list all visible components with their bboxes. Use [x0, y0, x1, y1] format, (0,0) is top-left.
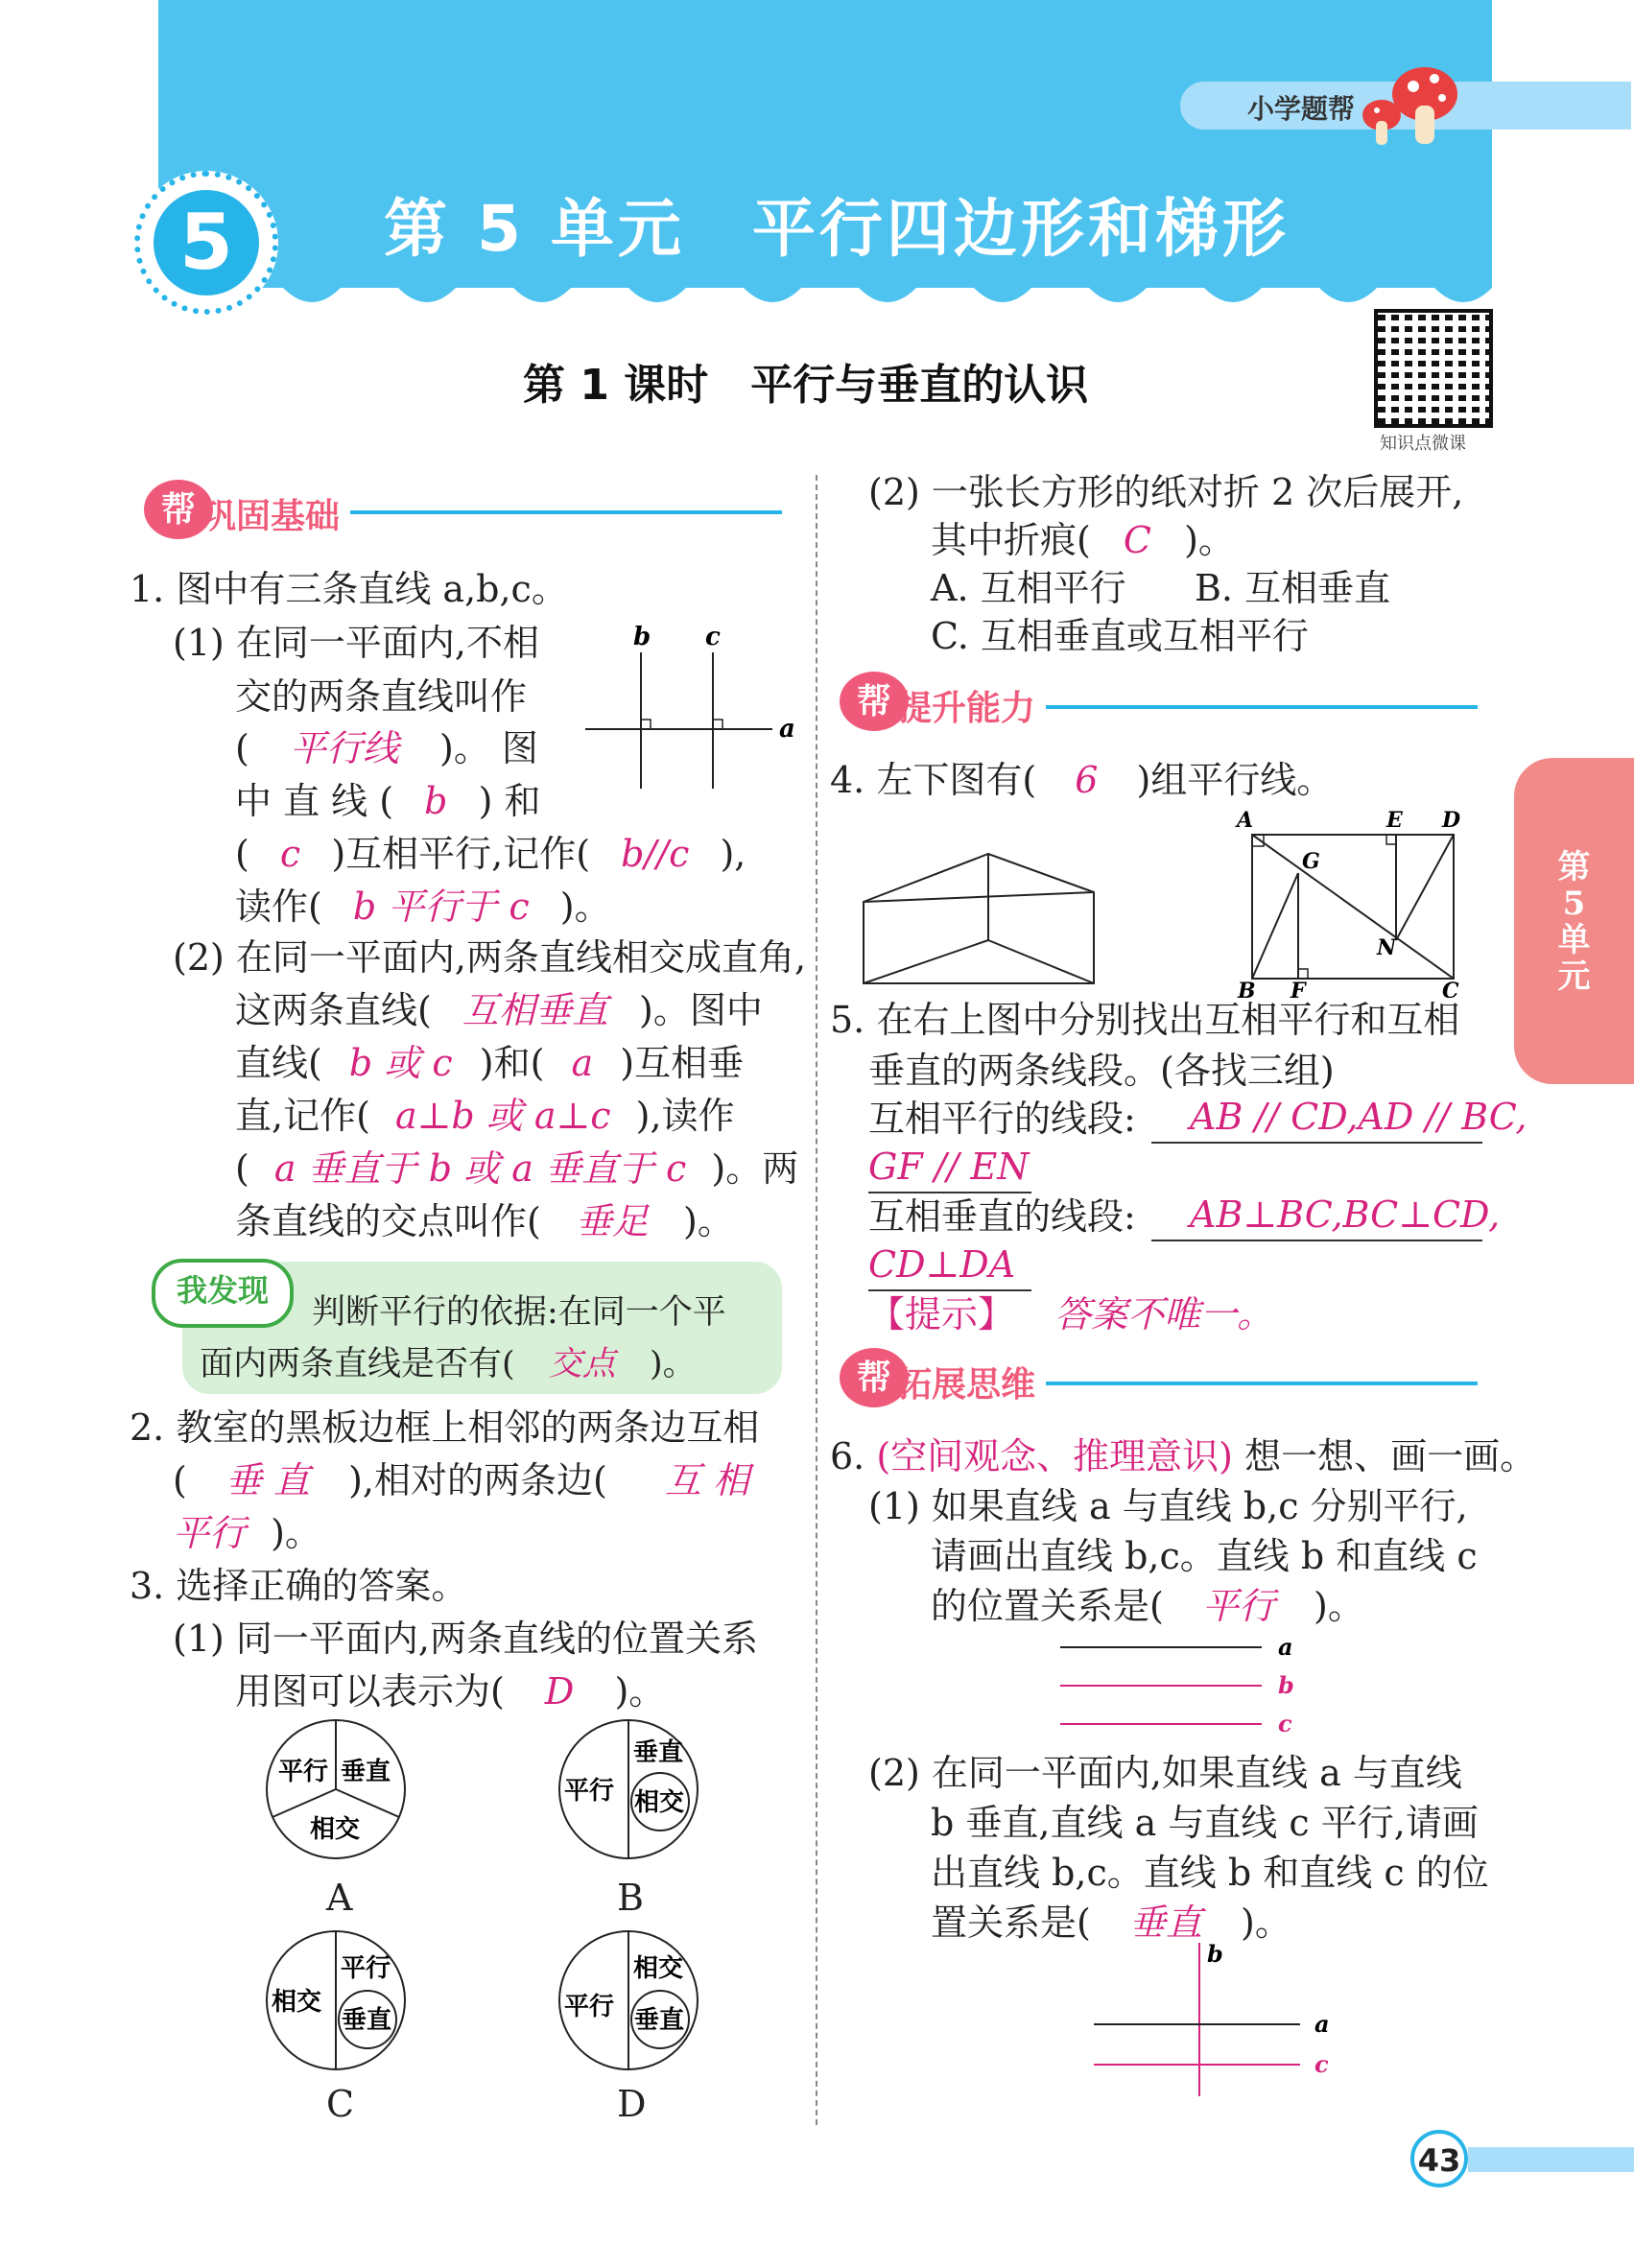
- text: )。图中: [639, 989, 763, 1031]
- text: )互相垂: [620, 1042, 745, 1084]
- q5-parallel-answer-1: [1151, 1092, 1527, 1144]
- q6-p2-figure: [1084, 1938, 1353, 2101]
- qr-label: 知识点微课: [1380, 434, 1466, 454]
- text: )。: [1184, 519, 1235, 561]
- q3-p2-option-c: C. 互相垂直或互相平行: [931, 615, 1309, 657]
- text: (: [173, 1459, 187, 1501]
- q1-p1-line1: (1) 在同一平面内,不相: [173, 622, 539, 664]
- text: ),读作: [635, 1095, 735, 1137]
- q2-answer-1: 垂 直: [225, 1459, 311, 1501]
- q3-p1-answer: D: [544, 1670, 575, 1713]
- label-a: a: [779, 715, 795, 744]
- text: 想一想、画一画。: [1244, 1435, 1537, 1477]
- q4-answer: 6: [1075, 759, 1099, 801]
- text: )互相平行,记作(: [331, 833, 591, 875]
- label-C: C: [1442, 979, 1459, 998]
- label-E: E: [1386, 808, 1403, 833]
- q1-p2-line1: (2) 在同一平面内,两条直线相交成直角,: [173, 936, 807, 979]
- q1-stem: 1. 图中有三条直线 a,b,c。: [130, 568, 568, 610]
- section-improve-label: 提升能力: [897, 689, 1036, 728]
- fig2-label-c: c: [1314, 2050, 1329, 2078]
- text: 其中折痕(: [931, 519, 1091, 561]
- text: )。: [1314, 1585, 1364, 1627]
- option-c-w2: 平行: [341, 1954, 391, 1983]
- text: 面内两条直线是否有(: [200, 1345, 515, 1383]
- text: 4. 左下图有(: [830, 759, 1037, 801]
- discover-line1: 判断平行的依据:在同一个平: [312, 1293, 726, 1332]
- answer-text: GF // EN: [868, 1146, 1030, 1188]
- q3-p2-line1: (2) 一张长方形的纸对折 2 次后展开,: [868, 471, 1464, 513]
- q6-p2-line1: (2) 在同一平面内,如果直线 a 与直线: [868, 1752, 1462, 1794]
- label-N: N: [1377, 935, 1397, 960]
- q2-line3: [173, 1506, 321, 1560]
- option-d-diagram: [557, 1928, 700, 2072]
- mushroom-icon: [1358, 58, 1463, 149]
- label-b: b: [633, 624, 651, 651]
- q6-p2-answer: 垂直: [1128, 1902, 1202, 1944]
- option-a-w3: 相交: [310, 1815, 361, 1844]
- paren-open: (: [235, 727, 249, 769]
- q1-answer-5: b 平行于 c: [352, 886, 530, 928]
- label-c: c: [705, 624, 721, 651]
- option-b-diagram: [557, 1717, 700, 1861]
- q1-p2-answer-5: a 垂直于 b 或 a 垂直于 c: [273, 1147, 687, 1190]
- brand-name: 小学题帮: [1247, 93, 1356, 125]
- q5-perp-answer-1: [1151, 1190, 1501, 1241]
- option-d-letter: D: [617, 2083, 647, 2125]
- text: )。: [649, 1345, 697, 1383]
- option-b-letter: B: [617, 1877, 644, 1919]
- q5-perp-label: 互相垂直的线段:: [868, 1195, 1136, 1238]
- option-d-w2: 相交: [633, 1954, 684, 1983]
- q1-p2-line5: [235, 1142, 798, 1195]
- label-B: B: [1238, 979, 1256, 998]
- text: 读作(: [235, 886, 322, 928]
- section-expand-label: 拓展思维: [897, 1365, 1036, 1405]
- text: )。: [1241, 1902, 1291, 1944]
- option-c-w1: 相交: [272, 1988, 322, 2017]
- text: )。: [559, 886, 611, 928]
- q1-p2-line4: [235, 1089, 735, 1143]
- rectangle-figure: [1233, 806, 1473, 998]
- q3-p2-line2: [931, 513, 1235, 567]
- text: )。: [683, 1200, 734, 1242]
- q6-tag: (空间观念、推理意识): [876, 1435, 1234, 1477]
- q6-p2-line2: b 垂直,直线 a 与直线 c 平行,请画: [931, 1802, 1479, 1844]
- discover-tag: 我发现: [152, 1259, 294, 1328]
- fig-label-a: a: [1278, 1636, 1293, 1661]
- q1-p1-line6: [235, 880, 611, 933]
- option-b-w1: 平行: [564, 1777, 615, 1806]
- discover-line2: [200, 1337, 697, 1391]
- q1-lines-figure: [580, 624, 801, 796]
- option-d-w1: 平行: [564, 1993, 615, 2021]
- page-number: 43: [1410, 2130, 1468, 2187]
- lesson-title: 第 1 课时 平行与垂直的认识: [523, 361, 1089, 410]
- option-c-w3: 垂直: [342, 2006, 392, 2035]
- q5-hint: [868, 1288, 1273, 1341]
- q1-p1-line4: [235, 774, 541, 828]
- q1-p2-answer-3: a: [571, 1042, 594, 1084]
- option-a-w1: 平行: [278, 1758, 329, 1786]
- text: )和(: [479, 1042, 545, 1084]
- q6-p2-line3: 出直线 b,c。直线 b 和直线 c 的位: [931, 1852, 1489, 1894]
- qr-code[interactable]: [1374, 309, 1493, 428]
- q1-answer-4: b//c: [621, 833, 690, 875]
- section-icon-improve: 帮: [840, 672, 909, 731]
- side-tab-label: 第5单元: [1557, 848, 1591, 996]
- text: 用图可以表示为(: [235, 1670, 505, 1713]
- unit-title: 第 5 单元 平行四边形和梯形: [384, 192, 1290, 266]
- option-c-diagram: [264, 1928, 408, 2072]
- text: )。 图: [439, 727, 538, 769]
- q3-p2-option-b: B. 互相垂直: [1195, 567, 1391, 609]
- section-improve-rule: [1046, 705, 1478, 709]
- text: )。两: [711, 1147, 799, 1190]
- q1-p1-line5: [235, 827, 746, 881]
- text: (: [235, 1147, 249, 1190]
- q3-p1-line1: (1) 同一平面内,两条直线的位置关系: [173, 1618, 758, 1660]
- q6-p1-line3: [931, 1579, 1364, 1633]
- q5-parallel-answer-2: [868, 1142, 1031, 1193]
- q2-answer-2b: 平行: [173, 1512, 247, 1554]
- fig2-label-b: b: [1207, 1940, 1223, 1968]
- fig-label-b: b: [1278, 1671, 1294, 1699]
- fig-label-c: c: [1278, 1710, 1292, 1732]
- fig2-label-a: a: [1314, 2010, 1330, 2038]
- q6-p1-answer: 平行: [1201, 1585, 1275, 1627]
- answer-text: AB⊥BC,BC⊥CD,: [1190, 1193, 1501, 1236]
- q1-p1-line3: [235, 721, 538, 775]
- section-icon-basic: 帮: [144, 480, 213, 539]
- q1-p2-answer-4: a⊥b 或 a⊥c: [395, 1095, 611, 1137]
- q3-stem: 3. 选择正确的答案。: [130, 1565, 468, 1607]
- text: ) 和: [478, 780, 541, 822]
- q1-p2-answer-2: b 或 c: [348, 1042, 453, 1084]
- q2-line1: 2. 教室的黑板边框上相邻的两条边互相: [130, 1406, 760, 1449]
- q1-p2-answer-1: 互相垂直: [462, 989, 608, 1031]
- q1-p2-line2: [235, 983, 763, 1037]
- q4-line1: [830, 753, 1333, 807]
- q3-p1-line2: [235, 1665, 665, 1718]
- q1-p1-line2: 交的两条直线叫作: [235, 675, 528, 718]
- option-a-diagram: [264, 1717, 408, 1861]
- q2-line2: [173, 1453, 749, 1507]
- answer-text: CD⊥DA: [868, 1243, 1016, 1286]
- option-c-letter: C: [326, 2083, 355, 2125]
- q2-answer-2a: 互 相: [664, 1459, 750, 1501]
- q1-p2-line6: [235, 1194, 734, 1248]
- q6-p1-line2: 请画出直线 b,c。直线 b 和直线 c: [931, 1535, 1478, 1577]
- hint-text: 答案不唯一。: [1054, 1293, 1274, 1335]
- discover-answer: 交点: [548, 1345, 616, 1383]
- unit-number: 5: [154, 190, 259, 295]
- q5-parallel-label: 互相平行的线段:: [868, 1098, 1136, 1140]
- text: 置关系是(: [931, 1902, 1091, 1944]
- section-basic-rule: [350, 510, 782, 514]
- text: 直,记作(: [235, 1095, 370, 1137]
- text: 中 直 线 (: [235, 780, 394, 822]
- option-a-letter: A: [326, 1877, 353, 1919]
- text: 这两条直线(: [235, 989, 432, 1031]
- option-d-w3: 垂直: [634, 2006, 685, 2035]
- section-expand-rule: [1046, 1382, 1478, 1385]
- label-F: F: [1291, 979, 1306, 998]
- q6-line1: [830, 1429, 1536, 1483]
- text: ),: [720, 833, 746, 875]
- text: 的位置关系是(: [931, 1585, 1164, 1627]
- text: (: [235, 833, 249, 875]
- label-D: D: [1442, 808, 1461, 833]
- text: ),相对的两条边(: [348, 1459, 607, 1501]
- q1-p2-line3: [235, 1036, 744, 1090]
- option-b-w3: 相交: [634, 1788, 685, 1817]
- text: 条直线的交点叫作(: [235, 1200, 541, 1242]
- section-icon-expand: 帮: [840, 1348, 909, 1407]
- q3-p2-answer: C: [1123, 519, 1151, 561]
- text: 直线(: [235, 1042, 322, 1084]
- q6-p1-figure: [1055, 1636, 1305, 1732]
- q3-p2-option-a: A. 互相平行: [931, 567, 1126, 609]
- option-a-w2: 垂直: [341, 1758, 391, 1786]
- q1-answer-3: c: [279, 833, 301, 875]
- q5-line1: 5. 在右上图中分别找出互相平行和互相: [830, 999, 1460, 1041]
- option-b-w2: 垂直: [633, 1738, 684, 1767]
- text: 6.: [830, 1435, 865, 1477]
- q6-p1-line1: (1) 如果直线 a 与直线 b,c 分别平行,: [868, 1485, 1468, 1527]
- q1-p2-answer-6: 垂足: [575, 1200, 649, 1242]
- page-number-bar: [1468, 2147, 1634, 2172]
- q5-perp-answer-2: [868, 1240, 1031, 1291]
- hint-label: 【提示】: [868, 1293, 1015, 1335]
- label-A: A: [1237, 808, 1254, 833]
- q5-line2: 垂直的两条线段。(各找三组): [868, 1050, 1335, 1092]
- column-divider: [816, 475, 817, 2125]
- q1-answer-1: 平行线: [289, 727, 399, 769]
- q1-answer-2: b: [424, 780, 448, 822]
- section-basic-label: 巩固基础: [201, 497, 341, 536]
- answer-text: AB // CD,AD // BC,: [1190, 1096, 1527, 1138]
- prism-figure: [854, 844, 1103, 988]
- text: )。: [614, 1670, 666, 1713]
- text: )。: [271, 1512, 321, 1554]
- text: )组平行线。: [1136, 759, 1334, 801]
- side-tab: [1514, 758, 1634, 1084]
- label-G: G: [1302, 849, 1320, 874]
